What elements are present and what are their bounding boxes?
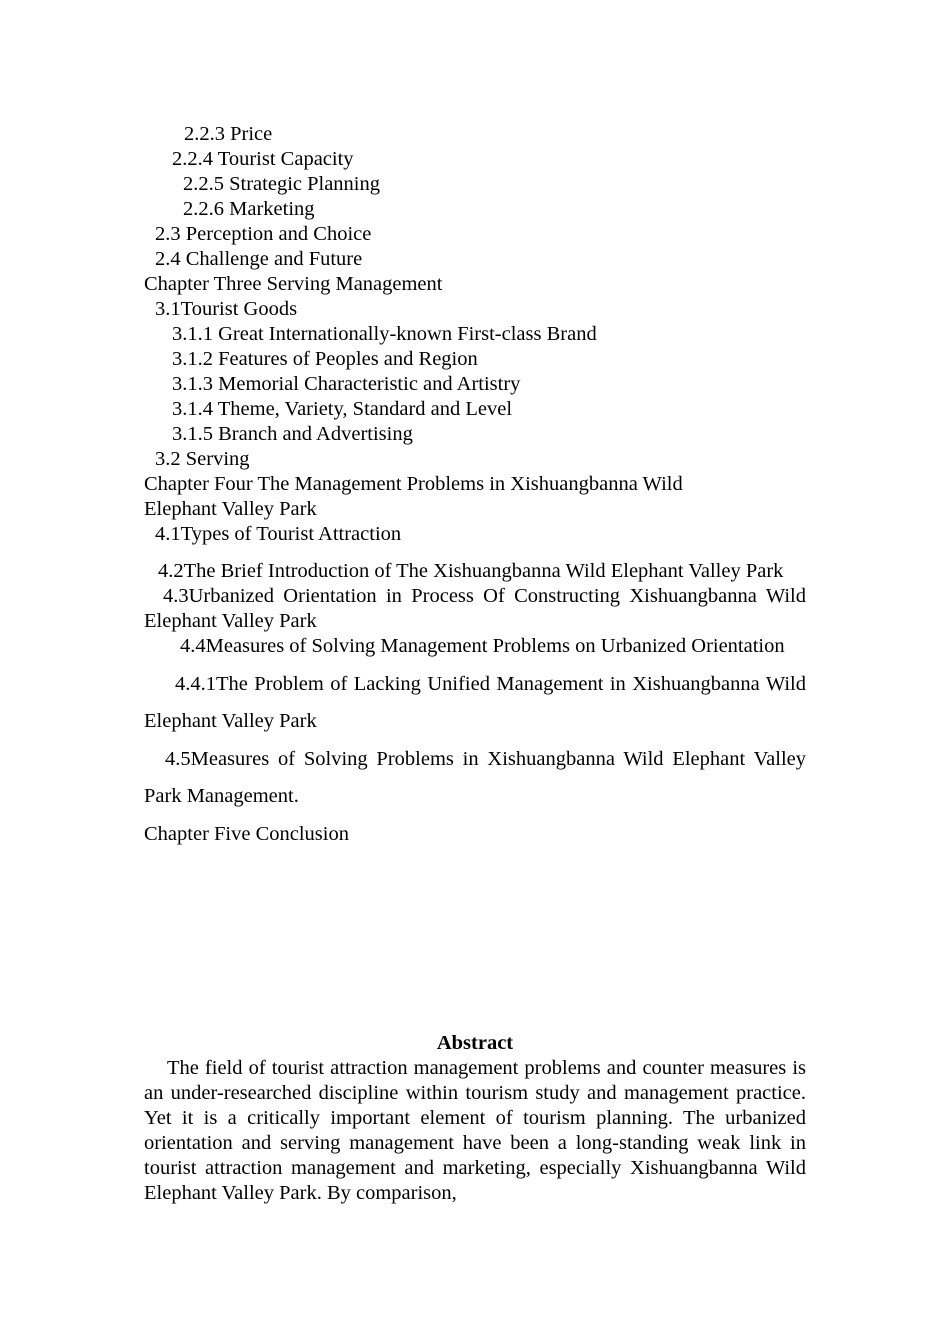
toc-entry-2-2-5: 2.2.5 Strategic Planning <box>183 173 381 195</box>
toc-entry-chapter-five: Chapter Five Conclusion <box>144 822 349 845</box>
toc-entry-3-1-2: 3.1.2 Features of Peoples and Region <box>172 348 478 370</box>
abstract-heading: Abstract <box>436 1032 514 1054</box>
toc-entry-4-1: 4.1Types of Tourist Attraction <box>155 523 402 545</box>
abstract-section <box>144 1031 806 1206</box>
toc-entry-2-4: 2.4 Challenge and Future <box>155 248 363 270</box>
toc-entry-4-4: 4.4Measures of Solving Management Problems on Urbanized Orientation <box>180 635 785 657</box>
toc-entry-2-3: 2.3 Perception and Choice <box>155 223 372 245</box>
toc-entry-3-1: 3.1Tourist Goods <box>155 298 298 320</box>
toc-entry-2-2-3: 2.2.3 Price <box>184 123 273 145</box>
toc-entry-3-1-5: 3.1.5 Branch and Advertising <box>172 423 413 445</box>
toc-entry-4-5: 4.5Measures of Solving Problems in Xishuangbanna Wild Elephant Valley Park Management. <box>144 747 806 807</box>
toc-entry-3-2: 3.2 Serving <box>155 448 250 470</box>
abstract-paragraph: The field of tourist attraction management problems and counter measures is an under-researched discipline within tourism study and management practice. Yet it is a critically important element of tourism planning. The urbanized orientation and serving management have been a long-standing weak link in tourist attraction management and marketing, especially Xishuangbanna Wild Elephant Valley Park. By comparison, <box>144 1057 806 1204</box>
toc-entry-4-2: 4.2The Brief Introduction of The Xishuangbanna Wild Elephant Valley Park <box>158 560 784 582</box>
toc-entry-4-4-1: 4.4.1The Problem of Lacking Unified Management in Xishuangbanna Wild Elephant Valley Park <box>144 672 806 732</box>
toc-entry-2-2-4: 2.2.4 Tourist Capacity <box>172 148 354 170</box>
toc-entry-4-3: 4.3Urbanized Orientation in Process Of Constructing Xishuangbanna Wild Elephant Valley Park <box>144 585 806 632</box>
toc-entry-chapter-three: Chapter Three Serving Management <box>144 273 443 295</box>
toc-entry-3-1-4: 3.1.4 Theme, Variety, Standard and Level <box>172 398 513 420</box>
toc-entry-2-2-6: 2.2.6 Marketing <box>183 198 315 220</box>
toc-entry-3-1-1: 3.1.1 Great Internationally-known First-class Brand <box>172 323 597 345</box>
toc-entry-chapter-four: Chapter Four The Management Problems in Xishuangbanna Wild Elephant Valley Park <box>144 473 683 520</box>
table-of-contents <box>144 122 806 853</box>
toc-entry-3-1-3: 3.1.3 Memorial Characteristic and Artistry <box>172 373 521 395</box>
